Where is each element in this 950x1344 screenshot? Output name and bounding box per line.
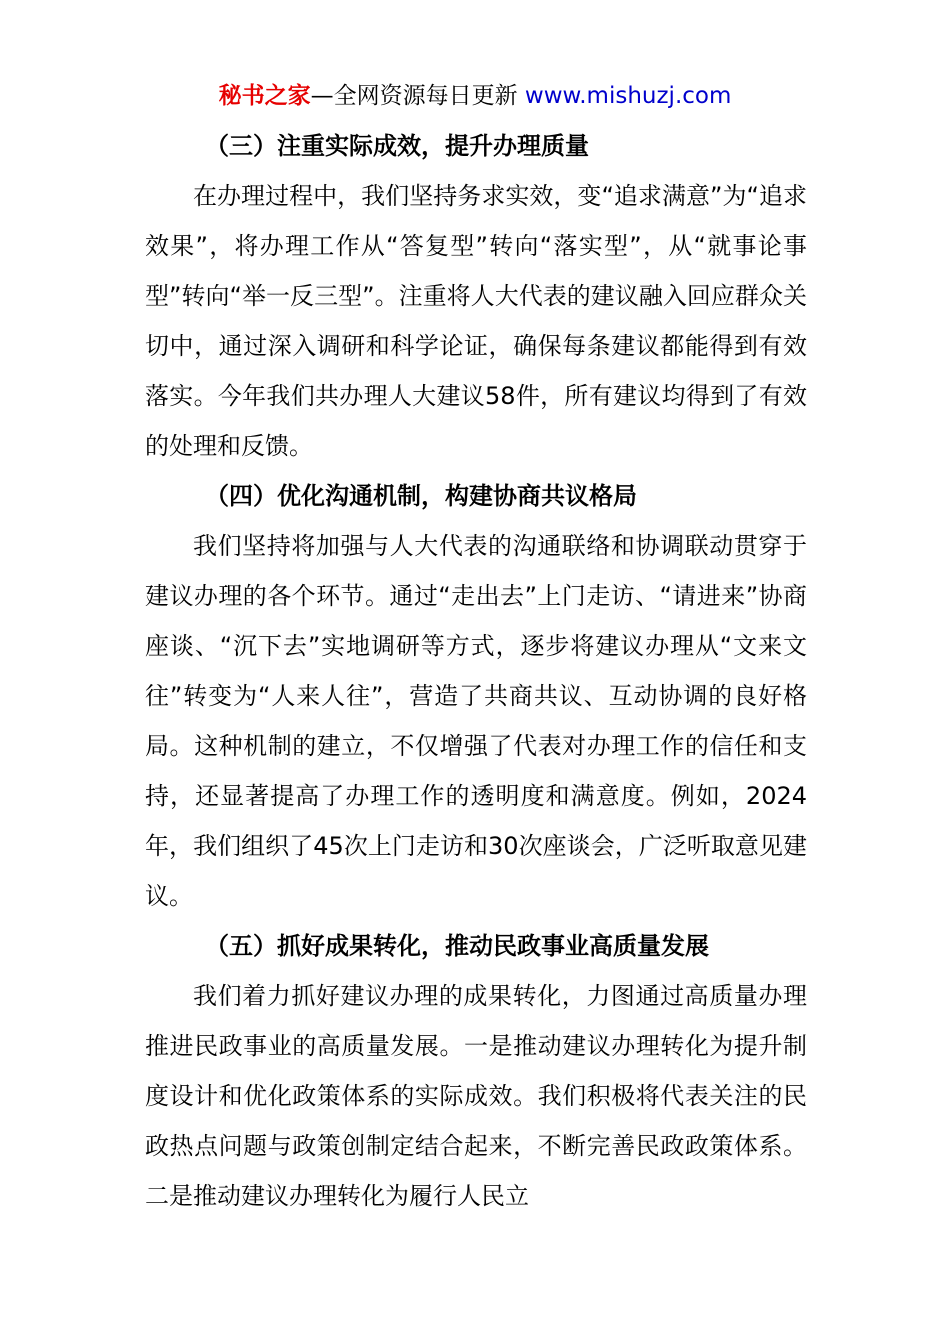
section-paragraph: 在办理过程中，我们坚持务求实效，变“追求满意”为“追求效果”，将办理工作从“答复型”转向“落实型”，从“就事论事型”转向“举一反三型”。注重将人大代表的建议融入回应群众关切中，通过深入调研和科学论证，确保每条建议都能得到有效落实。今年我们共办理人大建议58件，所有建议均得到了有效的处理和反馈。: [145, 182, 807, 460]
section-paragraph: 我们着力抓好建议办理的成果转化，力图通过高质量办理推进民政事业的高质量发展。一是推动建议办理转化为提升制度设计和优化政策体系的实际成效。我们积极将代表关注的民政热点问题与政策创制定结合起来，不断完善民政政策体系。二是推动建议办理转化为履行人民立: [145, 982, 807, 1210]
site-url-link[interactable]: www.mishuzj.com: [524, 83, 732, 109]
section-heading: （四）优化沟通机制，构建协商共议格局: [205, 482, 637, 510]
section-heading: （三）注重实际成效，提升办理质量: [205, 132, 589, 160]
section-paragraph: 我们坚持将加强与人大代表的沟通联络和协调联动贯穿于建议办理的各个环节。通过“走出去”上门走访、“请进来”协商座谈、“沉下去”实地调研等方式，逐步将建议办理从“文来文往”转变为“人来人往”，营造了共商共议、互动协调的良好格局。这种机制的建立，不仅增强了代表对办理工作的信任和支持，还显著提高了办理工作的透明度和满意度。例如，2024年，我们组织了45次上门走访和30次座谈会，广泛听取意见建议。: [145, 532, 807, 910]
site-brand: 秘书之家: [218, 83, 311, 109]
document-body: [145, 121, 807, 1221]
site-header: [0, 80, 950, 112]
section-heading: （五）抓好成果转化，推动民政事业高质量发展: [205, 932, 709, 960]
site-tagline: —全网资源每日更新: [310, 83, 518, 109]
